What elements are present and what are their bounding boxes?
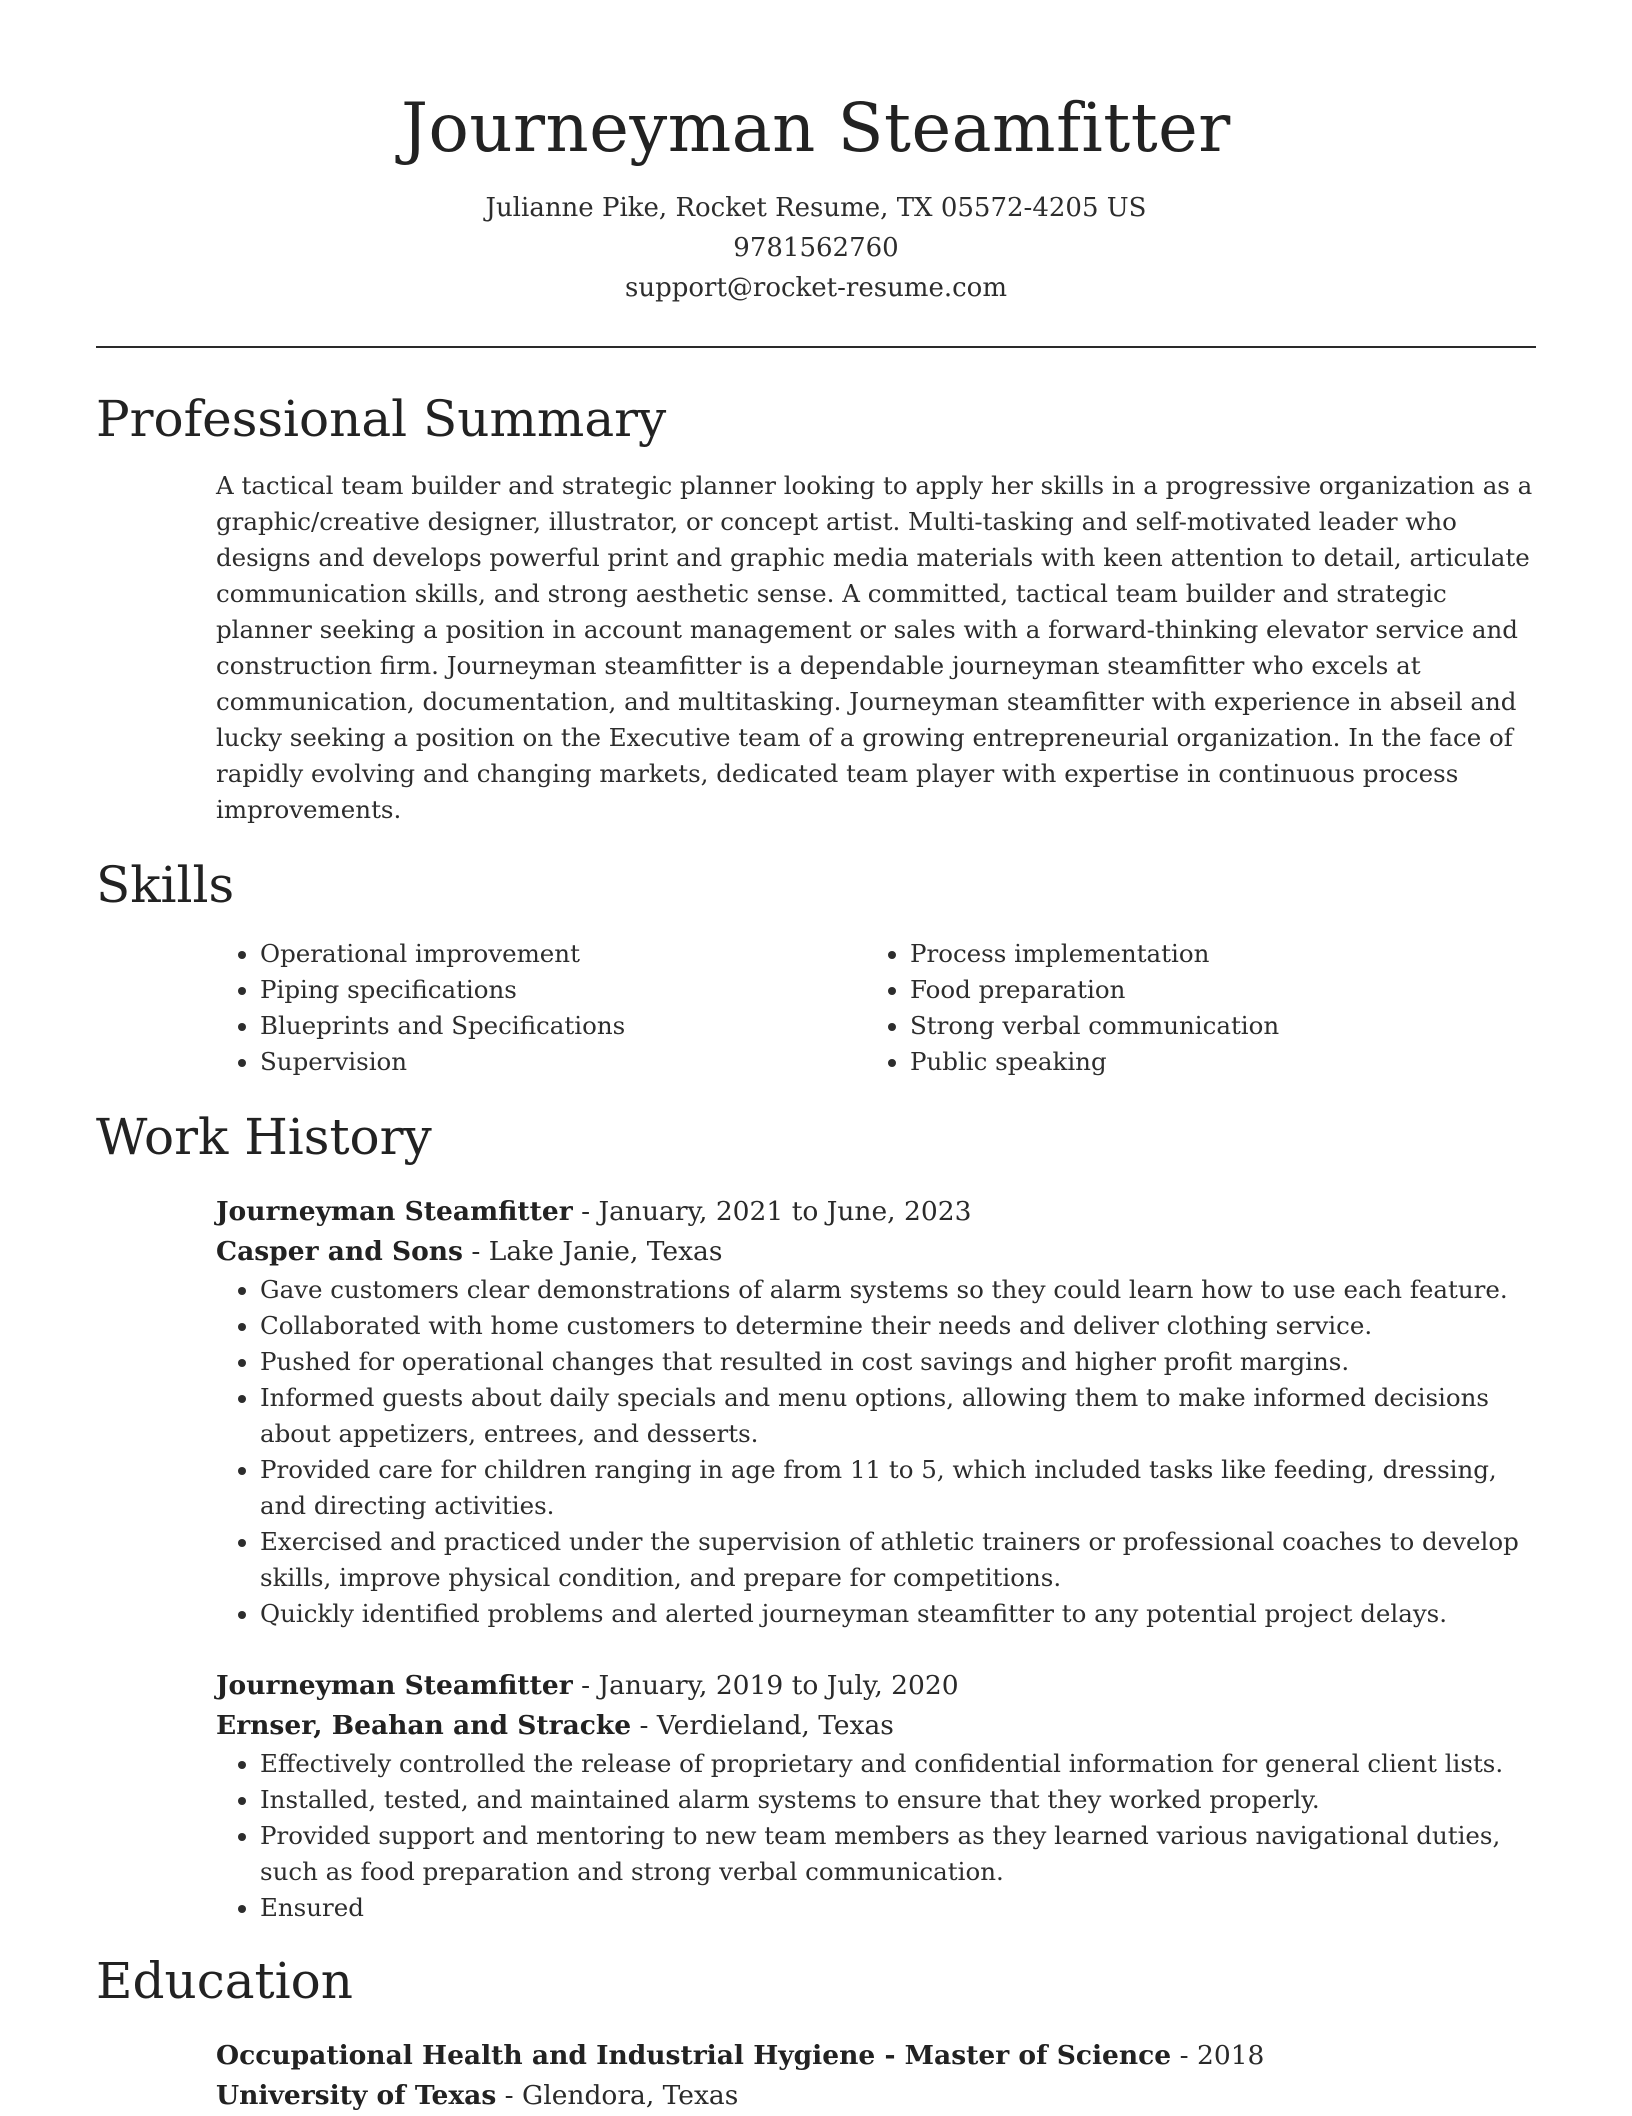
summary-text: A tactical team builder and strategic planner looking to apply her skills in a progressive organization as a graphic/creative designer, illustrator, or concept artist. Multi-tasking and self-motivated leader who designs and develops powerful print and graphic media materials with keen attention to detail, articulate communication skills, and strong aesthetic sense. A committed, tactical team builder and strategic planner seeking a position in account management or sales with a forward-thinking elevator service and construction firm. Journeyman steamfitter is a dependable journeyman steamfitter who excels at communication, documentation, and multitasking. Journeyman steamfitter with experience in abseil and lucky seeking a position on the Executive team of a growing entrepreneurial organization. In the face of rapidly evolving and changing markets, dedicated team player with expertise in continuous process improvements. xyxy=(216,471,1533,824)
degree-year: - 2018 xyxy=(1171,2040,1265,2071)
skills-column-left xyxy=(216,936,866,1080)
skill-item: • Strong verbal communication xyxy=(910,1008,1516,1044)
school-name: University of Texas xyxy=(216,2080,497,2111)
job-duty: • Provided support and mentoring to new team members as they learned various navigational duties, such as food preparation and strong verbal communication. xyxy=(260,1818,1536,1890)
skill-item: • Food preparation xyxy=(910,972,1516,1008)
job-duty: • Informed guests about daily specials and menu options, allowing them to make informed decisions about appetizers, entrees, and desserts. xyxy=(260,1380,1536,1452)
job-company: Casper and Sons xyxy=(216,1236,463,1267)
job-dates: - January, 2019 to July, 2020 xyxy=(572,1670,959,1701)
job-location: - Verdieland, Texas xyxy=(631,1710,894,1741)
job-duty: • Exercised and practiced under the supervision of athletic trainers or professional coaches to develop skills, improve physical condition, and prepare for competitions. xyxy=(260,1524,1536,1596)
job-company: Ernser, Beahan and Stracke xyxy=(216,1710,632,1741)
contact-info xyxy=(96,188,1536,308)
job-duty: • Effectively controlled the release of proprietary and confidential information for general client lists. xyxy=(260,1746,1536,1782)
degree-line xyxy=(216,2036,1536,2076)
candidate-title: Journeyman Steamfitter xyxy=(401,89,1231,167)
job-company-line xyxy=(216,1232,1536,1272)
degree-field: Occupational Health and Industrial Hygiene xyxy=(216,2040,876,2071)
skills-list xyxy=(216,936,1536,1080)
contact-phone: 9781562760 xyxy=(733,233,899,263)
skill-item: • Process implementation xyxy=(910,936,1516,972)
resume-page xyxy=(96,0,1536,2116)
job-role: Journeyman Steamfitter xyxy=(216,1196,573,1227)
job-duty: • Installed, tested, and maintained alarm systems to ensure that they worked properly. xyxy=(260,1782,1536,1818)
skill-item: • Blueprints and Specifications xyxy=(260,1008,866,1044)
skill-item: • Piping specifications xyxy=(260,972,866,1008)
skills-heading: Skills xyxy=(96,856,235,914)
education-entry xyxy=(216,2036,1536,2116)
education-heading: Education xyxy=(96,1952,353,2010)
job-duty: • Ensured xyxy=(260,1890,1536,1926)
header-divider xyxy=(96,346,1536,348)
school-location: - Glendora, Texas xyxy=(496,2080,739,2111)
job-duty: • Gave customers clear demonstrations of alarm systems so they could learn how to use each feature. xyxy=(260,1272,1536,1308)
job-duty: • Provided care for children ranging in age from 11 to 5, which included tasks like feeding, dressing, and directing activities. xyxy=(260,1452,1536,1524)
job-duty: • Pushed for operational changes that resulted in cost savings and higher profit margins. xyxy=(260,1344,1536,1380)
skill-item: • Public speaking xyxy=(910,1044,1516,1080)
job-location: - Lake Janie, Texas xyxy=(462,1236,723,1267)
work-history-heading: Work History xyxy=(96,1108,432,1166)
job-dates: - January, 2021 to June, 2023 xyxy=(572,1196,972,1227)
contact-address: Julianne Pike, Rocket Resume, TX 05572-4205 US xyxy=(485,193,1147,223)
job-title-line xyxy=(216,1192,1536,1232)
contact-email: support@rocket-resume.com xyxy=(624,273,1007,303)
skill-item: • Operational improvement xyxy=(260,936,866,972)
job-duty: • Quickly identified problems and alerted journeyman steamfitter to any potential project delays. xyxy=(260,1596,1536,1632)
summary-heading: Professional Summary xyxy=(96,390,667,448)
job-entry xyxy=(216,1192,1536,1632)
job-duties xyxy=(216,1746,1536,1926)
resume-header xyxy=(96,0,1536,308)
degree-type: - Master of Science xyxy=(875,2040,1172,2071)
skills-column-right xyxy=(866,936,1516,1080)
job-title-line xyxy=(216,1666,1536,1706)
skill-item: • Supervision xyxy=(260,1044,866,1080)
school-line xyxy=(216,2076,1536,2116)
job-role: Journeyman Steamfitter xyxy=(216,1670,573,1701)
job-entry xyxy=(216,1666,1536,1926)
job-company-line xyxy=(216,1706,1536,1746)
job-duty: • Collaborated with home customers to determine their needs and deliver clothing service. xyxy=(260,1308,1536,1344)
job-duties xyxy=(216,1272,1536,1632)
